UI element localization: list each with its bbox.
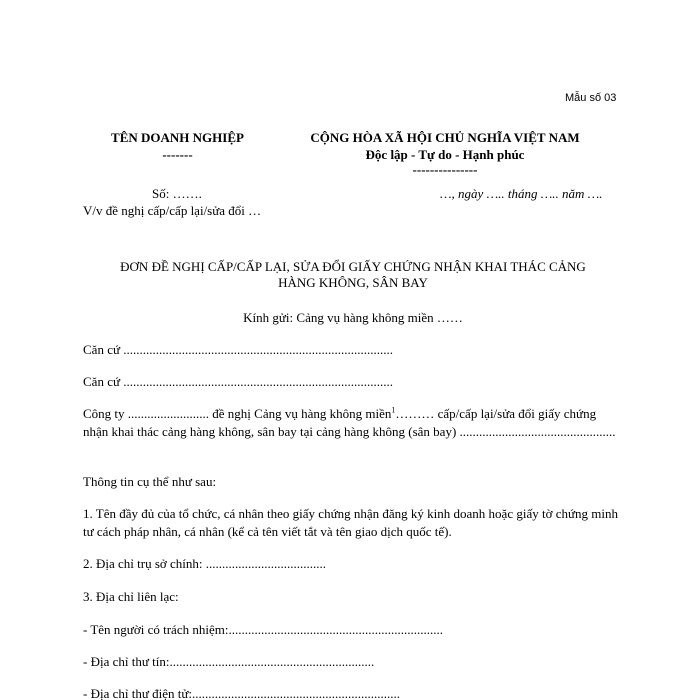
- country-name: CỘNG HÒA XÃ HỘI CHỦ NGHĨA VIỆT NAM: [310, 130, 580, 145]
- legal-basis-2: Căn cứ ...................................................................................: [83, 374, 394, 389]
- motto-divider: ---------------: [412, 162, 478, 177]
- request-text-part1: Công ty ......................... đề nghị Cảng vụ hàng không miền: [83, 406, 392, 421]
- company-name: TÊN DOANH NGHIỆP: [111, 130, 244, 145]
- mail-address-line: - Địa chỉ thư tín:...............................................................: [83, 654, 375, 669]
- item-2-head-office: 2. Địa chỉ trụ sở chính: .....................................: [83, 556, 327, 571]
- request-text-part2: ……… cấp/cấp lại/sửa đổi giấy chứng nhận khai thác cảng hàng không, sân bay tại cảng hàng không (sân bay) ................................................: [83, 406, 616, 439]
- footnote-marker: 1: [391, 405, 396, 415]
- document-title-line2: HÀNG KHÔNG, SÂN BAY: [278, 275, 428, 290]
- item-1-full-name: 1. Tên đầy đủ của tổ chức, cá nhân theo giấy chứng nhận đăng ký kinh doanh hoặc giấy tờ chứng minh tư cách pháp nhân, cá nhân (kể cả tên viết tắt và tên giao dịch quốc tế).: [83, 506, 618, 539]
- date-line: …, ngày ….. tháng ….. năm ….: [440, 186, 603, 201]
- form-code: Mẫu số 03: [565, 92, 617, 104]
- document-number: Số: …….: [152, 186, 202, 201]
- request-paragraph: [83, 405, 623, 441]
- contact-person-line: - Tên người có trách nhiệm:..................................................................: [83, 622, 443, 637]
- document-title-line1: ĐƠN ĐỀ NGHỊ CẤP/CẤP LẠI, SỬA ĐỔI GIẤY CHỨNG NHẬN KHAI THÁC CẢNG: [120, 259, 586, 274]
- item-3-contact-address: 3. Địa chỉ liên lạc:: [83, 589, 179, 604]
- legal-basis-1: Căn cứ ...................................................................................: [83, 342, 394, 357]
- details-intro: Thông tin cụ thể như sau:: [83, 474, 217, 489]
- document-subject: V/v đề nghị cấp/cấp lại/sửa đổi …: [83, 203, 262, 218]
- email-address-line: - Địa chỉ thư điện tử:................................................................: [83, 686, 401, 700]
- recipient-line: Kính gửi: Cảng vụ hàng không miền ……: [243, 310, 463, 325]
- company-divider: -------: [162, 147, 193, 162]
- national-motto: Độc lập - Tự do - Hạnh phúc: [365, 147, 525, 162]
